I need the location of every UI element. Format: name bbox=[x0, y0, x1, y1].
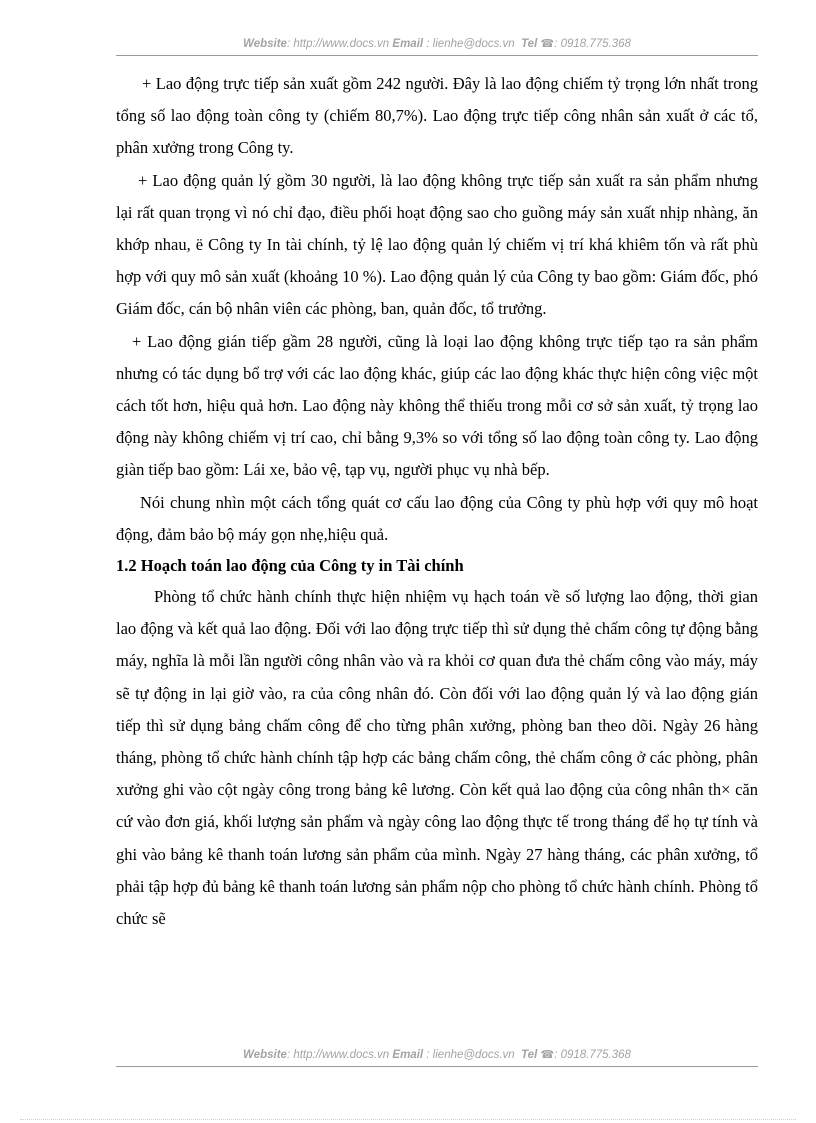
footer-tel-label: Tel bbox=[521, 1049, 538, 1061]
phone-icon: ☎ bbox=[540, 38, 555, 50]
header-website-link[interactable]: : http://www.docs.vn bbox=[286, 38, 390, 50]
page-bottom-divider bbox=[20, 1119, 796, 1120]
header-email-label: Email bbox=[392, 38, 424, 50]
section-heading: 1.2 Hoạch toán lao động của Công ty in Tài chính bbox=[116, 556, 464, 576]
footer-tel-value: : 0918.775.368 bbox=[554, 1049, 631, 1061]
paragraph-labor-accounting: Phòng tổ chức hành chính thực hiện nhiệm vụ hạch toán về số lượng lao động, thời gian lao động và kết quả lao động. Đối với lao động trực tiếp thì sử dụng thẻ chấm công tự động bằng máy, nghĩa là mỗi lần người công nhân vào và ra khỏi cơ quan đưa thẻ chấm công vào máy, máy sẽ tự động in lại giờ vào, ra của công nhân đó. Còn đối với lao động quản lý và lao động gián tiếp thì sử dụng bảng chấm công để cho từng phân xưởng, phòng ban theo dõi. Ngày 26 hàng tháng, phòng tổ chức hành chính tập hợp các bảng chấm công, thẻ chấm công ở các phòng, phân xưởng ghi vào cột ngày công trong bảng kê lương. Còn kết quả lao động của công nhân th× căn cứ vào đơn giá, khối lượng sản phẩm và ngày công lao động thực tế trong tháng để họ tự tính và ghi vào bảng kê thanh toán lương sản phẩm của mình. Ngày 27 hàng tháng, các phân xưởng, tổ phải tập hợp đủ bảng kê thanh toán lương sản phẩm nộp cho phòng tổ chức hành chính. Phòng tổ chức sẽ bbox=[116, 587, 758, 929]
header-tel-label: Tel bbox=[521, 38, 538, 50]
page-footer bbox=[116, 1048, 758, 1067]
header-tel-value: : 0918.775.368 bbox=[554, 38, 631, 50]
footer-email-link[interactable]: : lienhe@docs.vn bbox=[426, 1049, 515, 1061]
paragraph-management-labor: + Lao động quản lý gồm 30 người, là lao động không trực tiếp sản xuất ra sản phẩm nhưng lại rất quan trọng vì nó chỉ đạo, điều phối hoạt động sao cho guồng máy sản xuất nhịp nhàng, ăn khớp nhau, ë Công ty In tài chính, tỷ lệ lao động quản lý chiếm vị trí khá khiêm tốn và rất phù hợp với quy mô sản xuất (khoảng 10 %). Lao động quản lý của Công ty bao gồm: Giám đốc, phó Giám đốc, cán bộ nhân viên các phòng, ban, quản đốc, tổ trưởng. bbox=[116, 170, 758, 319]
document-body bbox=[116, 68, 758, 935]
phone-icon: ☎ bbox=[540, 1049, 555, 1061]
header-email-link[interactable]: : lienhe@docs.vn bbox=[426, 38, 515, 50]
footer-email-label: Email bbox=[392, 1049, 424, 1061]
footer-website-link[interactable]: : http://www.docs.vn bbox=[286, 1049, 390, 1061]
paragraph-indirect-labor: + Lao động gián tiếp gầm 28 người, cũng là loại lao động không trực tiếp tạo ra sản phẩm nhưng có tác dụng bổ trợ với các lao động khác, giúp các lao động khác thực hiện công việc một cách tốt hơn, hiệu quả hơn. Lao động này không thể thiếu trong mỗi cơ sở sản xuất, tỷ trọng lao động này không chiếm vị trí cao, chỉ bằng 9,3% so với tổng số lao động toàn công ty. Lao động giàn tiếp bao gồm: Lái xe, bảo vệ, tạp vụ, người phục vụ nhà bếp. bbox=[116, 331, 758, 480]
footer-website-label: Website bbox=[243, 1049, 287, 1061]
page-header bbox=[116, 37, 758, 56]
paragraph-direct-labor: + Lao động trực tiếp sản xuất gồm 242 người. Đây là lao động chiếm tỷ trọng lớn nhất trong tổng số lao động toàn công ty (chiếm 80,7%). Lao động trực tiếp công nhân sản xuất ở các tổ, phân xưởng trong Công ty. bbox=[116, 74, 758, 158]
header-website-label: Website bbox=[243, 38, 287, 50]
paragraph-summary: Nói chung nhìn một cách tổng quát cơ cấu lao động của Công ty phù hợp với quy mô hoạt động, đảm bảo bộ máy gọn nhẹ,hiệu quả. bbox=[116, 492, 758, 544]
